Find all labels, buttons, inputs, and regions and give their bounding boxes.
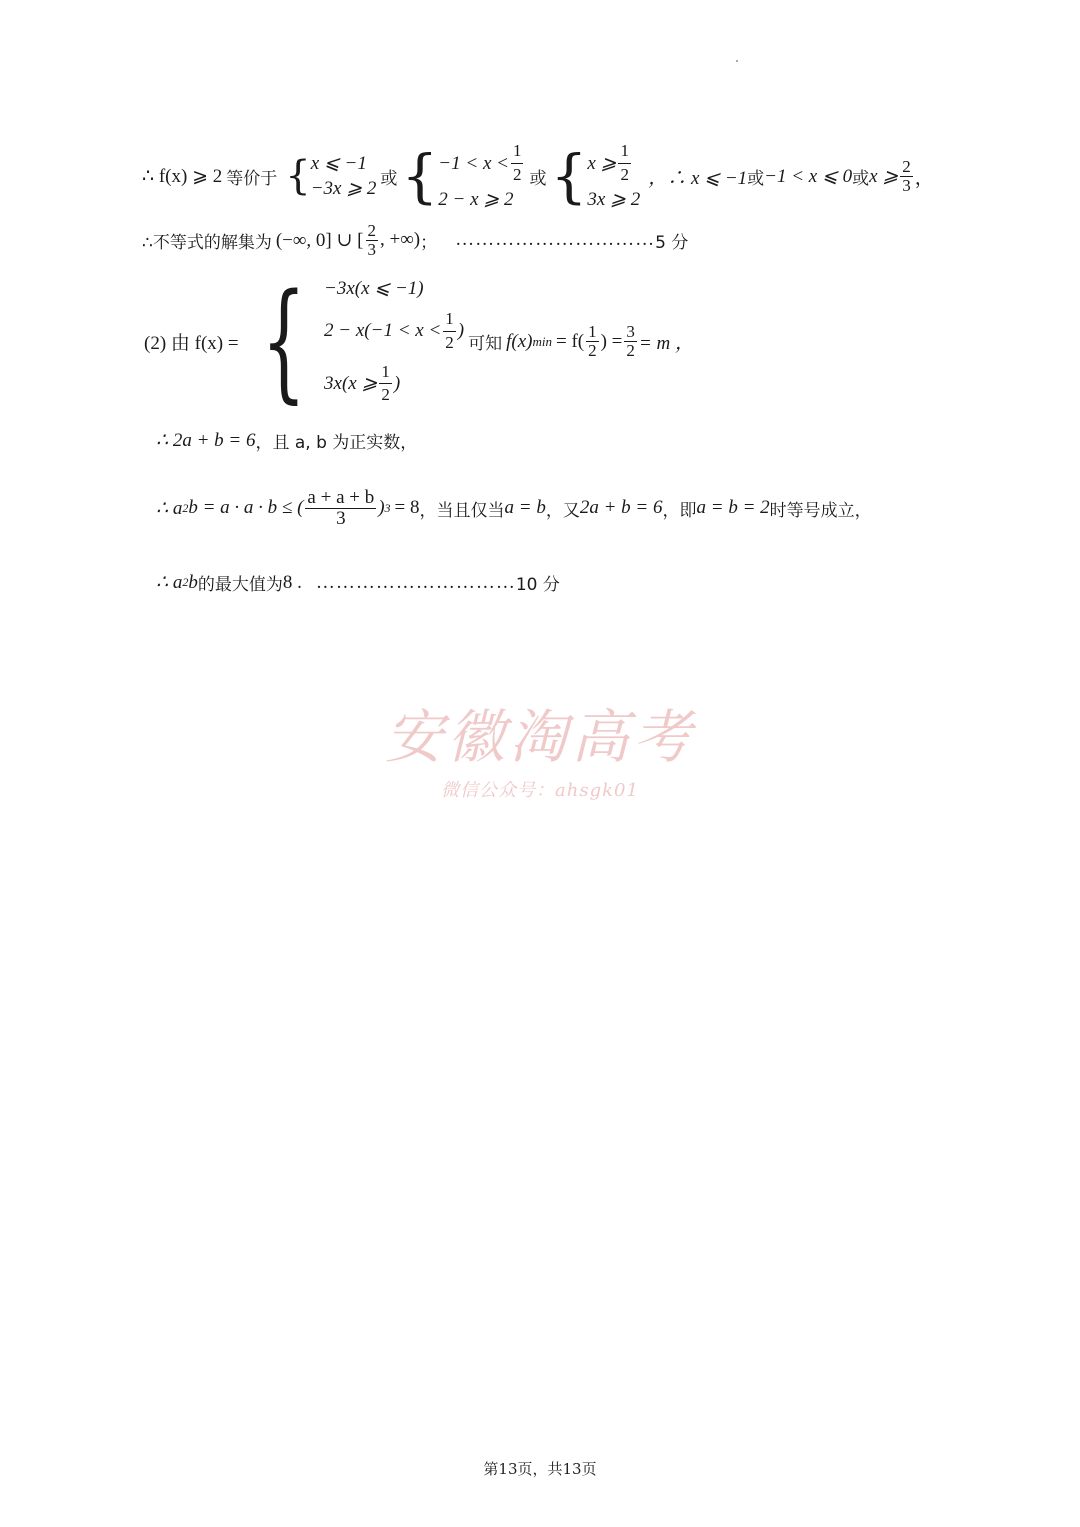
- solution-line-2: [142, 222, 688, 259]
- system-3-row-1: x ⩾: [587, 152, 617, 174]
- fmin: f(x): [506, 330, 533, 352]
- amgm-lead: ∴ a: [156, 497, 183, 519]
- amgm-fraction: $\frac{a + a + b}{3}$: [307, 487, 375, 529]
- piecewise-case-2: 2 − x(−1 < x <: [324, 320, 442, 342]
- line1-end: ，: [914, 167, 934, 189]
- piecewise-case-3: 3x(x ⩾: [324, 373, 378, 395]
- left-brace: {: [260, 266, 306, 416]
- eq-f-open: = f(: [555, 330, 585, 352]
- system-1-row-1: x ⩽ −1: [310, 152, 367, 174]
- solution-line-4: [156, 428, 417, 453]
- fraction-one-half: $\frac{1}{2}$: [588, 322, 597, 361]
- semicolon: ；: [420, 232, 438, 253]
- system-1-row-2: −3x ⩾ 2: [310, 178, 377, 200]
- equality-cond-text: ，当且仅当: [419, 500, 505, 521]
- fraction-one-half: $\frac{1}{2}$: [381, 361, 390, 405]
- score-label: 10 分: [515, 575, 560, 595]
- watermark-title: 安徽淘高考: [384, 703, 695, 771]
- or-label: 或: [380, 168, 398, 189]
- or-label: 或: [529, 168, 547, 189]
- solution-line-3: [144, 266, 694, 416]
- line1-conclusion-3: x ⩾: [869, 165, 899, 187]
- amgm-result: = 8: [394, 497, 420, 519]
- left-brace: {: [285, 153, 311, 200]
- solution-line-6: ∴ a 2 b 的最大值为 8 . ………………………… 10 分: [156, 571, 560, 595]
- score-label: 5 分: [655, 232, 689, 253]
- or-label: 或: [747, 168, 765, 189]
- fraction-one-half: $\frac{1}{2}$: [445, 308, 454, 352]
- watermark-subtitle: 微信公众号：ahsgk01: [441, 780, 639, 801]
- system-3-row-2: 3x ⩾ 2: [587, 188, 641, 210]
- line1-conclusion-2: −1 < x ⩽ 0: [764, 165, 853, 187]
- solution-line-1: [142, 140, 934, 213]
- page-footer: 第13页，共13页: [483, 1460, 597, 1478]
- max-value: 8 .: [282, 571, 302, 593]
- system-1: [285, 151, 376, 202]
- know-text: 可知: [468, 334, 503, 355]
- max-lead: ∴ a: [156, 572, 183, 593]
- fraction-three-halves: $\frac{3}{2}$: [626, 322, 635, 361]
- line1-equiv: 等价于: [226, 168, 278, 189]
- or-label: 或: [852, 168, 870, 189]
- min-subscript: min: [532, 333, 552, 349]
- max-text: 的最大值为: [197, 575, 283, 595]
- solution-set-open: (−∞, 0] ∪ [: [275, 229, 364, 251]
- solution-set-close: , +∞): [380, 229, 421, 251]
- left-brace: {: [550, 142, 588, 211]
- piecewise-function: { −3x(x ⩽ −1) 2 − x(−1 < x < $\frac{1}{2}$ ) 3x(x ⩾ $\frac{1}{2}$ ): [260, 266, 465, 416]
- fraction-one-half: $\frac{1}{2}$: [512, 141, 522, 184]
- piecewise-case-1: −3x(x ⩽ −1): [324, 278, 424, 299]
- line1-conclusion: ，∴ x ⩽ −1: [648, 167, 748, 189]
- line1-lead: ∴ f(x) ⩾ 2: [142, 165, 223, 187]
- constraint-eq: ∴ 2a + b = 6: [156, 430, 256, 451]
- score-dots: …………………………: [315, 571, 516, 593]
- solution-line-5: ∴ a 2 b = a · a · b ≤ ( $\frac{a + a + b}{3}$ ) 3 = 8 ，当且仅当 a = b ，又 2a + b = 6 ，即 a = b = 2 时等号成立，: [156, 487, 872, 529]
- system-2: [401, 140, 525, 213]
- scan-speck: [736, 60, 738, 62]
- system-3: [550, 140, 640, 213]
- part-2-lead: (2) 由 f(x) =: [144, 333, 239, 355]
- system-2-row-2: 2 − x ⩾ 2: [438, 188, 514, 210]
- constraint-text: ，且 a, b 为正实数，: [255, 433, 418, 453]
- score-dots: …………………………: [455, 229, 656, 251]
- amgm-expression: b = a · a · b ≤ (: [188, 497, 304, 519]
- fraction-one-half: $\frac{1}{2}$: [620, 141, 629, 184]
- fraction-two-thirds: $\frac{2}{3}$: [367, 221, 376, 259]
- left-brace: {: [401, 142, 439, 211]
- fraction-two-thirds: $\frac{2}{3}$: [902, 156, 911, 195]
- system-2-row-1: −1 < x <: [438, 152, 509, 174]
- eq-f-close: ) =: [600, 330, 623, 352]
- eq-m: = m ，: [638, 333, 694, 355]
- solution-set-text: ∴不等式的解集为: [142, 232, 272, 253]
